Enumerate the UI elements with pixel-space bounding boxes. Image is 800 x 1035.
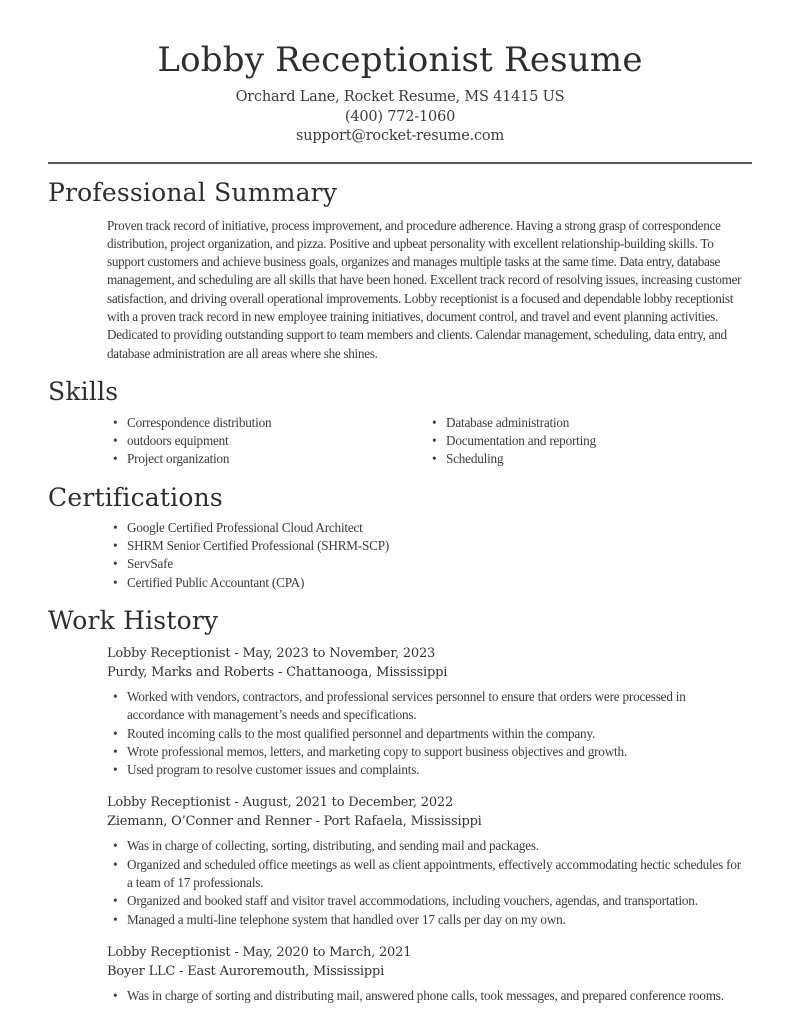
job-company-line: Boyer LLC - East Auroremouth, Mississippi xyxy=(107,963,385,979)
job-entry xyxy=(48,644,752,779)
job-bullet-list xyxy=(113,837,742,928)
job-entry xyxy=(48,793,752,928)
job-bullet: • Organized and scheduled office meetings as well as client appointments, effectively accommodating hectic schedules for a team of 17 professionals. xyxy=(113,856,742,893)
certification-list xyxy=(113,519,752,592)
section-heading-skills: Skills xyxy=(48,376,119,406)
job-bullet: • Worked with vendors, contractors, and professional services personnel to ensure that orders were processed in accordance with management’s needs and specifications. xyxy=(113,688,742,725)
job-bullet-list xyxy=(113,688,742,779)
skill-item: • Documentation and reporting xyxy=(432,432,596,450)
job-bullet: • Wrote professional memos, letters, and marketing copy to support business objectives and growth. xyxy=(113,743,742,761)
resume-header xyxy=(48,38,752,147)
certification-item: • SHRM Senior Certified Professional (SHRM-SCP) xyxy=(113,537,752,555)
contact-phone: (400) 772-1060 xyxy=(344,108,456,125)
job-title-line: Lobby Receptionist - May, 2020 to March, 2021 xyxy=(107,944,412,960)
certification-item: • ServSafe xyxy=(113,555,752,573)
job-entry xyxy=(48,943,752,1005)
job-bullet: • Organized and booked staff and visitor travel accommodations, including vouchers, agendas, and transportation. xyxy=(113,892,742,910)
header-divider xyxy=(48,162,752,164)
section-certifications xyxy=(48,482,752,592)
contact-block xyxy=(48,88,752,147)
job-bullet-list xyxy=(113,987,742,1005)
skills-column-left xyxy=(113,414,432,469)
certification-item: • Google Certified Professional Cloud Architect xyxy=(113,519,752,537)
section-heading-work-history: Work History xyxy=(48,605,219,635)
section-work-history xyxy=(48,605,752,1005)
skills-column-right xyxy=(432,414,596,469)
job-bullet: • Routed incoming calls to the most qualified personnel and departments within the company. xyxy=(113,725,742,743)
section-professional-summary xyxy=(48,177,752,363)
job-bullet: • Was in charge of collecting, sorting, distributing, and sending mail and packages. xyxy=(113,837,742,855)
skill-item: • outdoors equipment xyxy=(113,432,432,450)
job-title-line: Lobby Receptionist - August, 2021 to December, 2022 xyxy=(107,795,454,811)
section-heading-certifications: Certifications xyxy=(48,482,223,512)
section-skills xyxy=(48,376,752,469)
contact-email: support@rocket-resume.com xyxy=(295,128,505,144)
skill-item: • Database administration xyxy=(432,414,596,432)
job-company-line: Ziemann, O’Conner and Renner - Port Rafaela, Mississippi xyxy=(107,814,482,830)
job-bullet: • Used program to resolve customer issues and complaints. xyxy=(113,761,742,779)
job-list xyxy=(48,644,752,1005)
job-bullet: • Managed a multi-line telephone system that handled over 17 calls per day on my own. xyxy=(113,911,742,929)
certification-item: • Certified Public Accountant (CPA) xyxy=(113,574,752,592)
section-heading-professional-summary: Professional Summary xyxy=(48,177,338,207)
page-title: Lobby Receptionist Resume xyxy=(157,40,643,80)
job-title-line: Lobby Receptionist - May, 2023 to November, 2023 xyxy=(107,645,436,661)
skills-columns xyxy=(48,414,752,469)
skill-item: • Scheduling xyxy=(432,450,596,468)
summary-text: Proven track record of initiative, process improvement, and procedure adherence. Having a strong grasp of correspondence distribution, project organization, and pizza. Positive and upbeat personality with excellent relationship-building skills. To support customers and achieve business goals, organizes and manages multiple tasks at the same time. Data entry, database management, and scheduling are all skills that have been honed. Excellent track record of resolving issues, increasing customer satisfaction, and driving overall operational improvements. Lobby receptionist is a focused and dependable lobby receptionist with a proven track record in new employee training initiatives, document control, and travel and event planning activities. Dedicated to providing outstanding support to team members and clients. Calendar management, scheduling, data entry, and database administration are all areas where she shines. xyxy=(107,217,742,361)
job-company-line: Purdy, Marks and Roberts - Chattanooga, Mississippi xyxy=(107,664,448,680)
skill-item: • Project organization xyxy=(113,450,432,468)
skill-item: • Correspondence distribution xyxy=(113,414,432,432)
job-bullet: • Was in charge of sorting and distributing mail, answered phone calls, took messages, and prepared conference rooms. xyxy=(113,987,742,1005)
contact-address: Orchard Lane, Rocket Resume, MS 41415 US xyxy=(235,89,565,105)
